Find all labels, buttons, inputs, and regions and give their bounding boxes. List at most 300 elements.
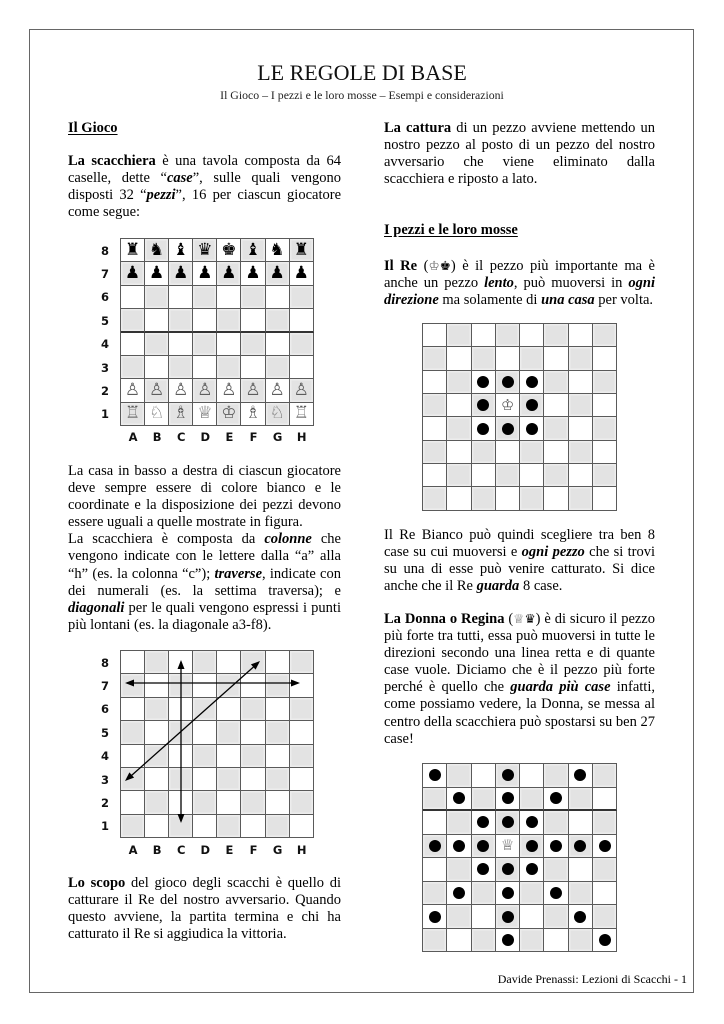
board-square [496, 811, 520, 835]
board-square [544, 441, 568, 464]
board-square [145, 403, 169, 426]
rank-label: 3 [100, 360, 109, 375]
move-dot-icon [502, 934, 514, 946]
black-rook-icon: ♜ [124, 239, 141, 260]
file-label: B [152, 843, 162, 857]
text-run: ( [417, 258, 429, 274]
board-square [241, 262, 265, 285]
board-square [569, 835, 593, 859]
file-label: B [152, 430, 162, 444]
text-run: di un pezzo avviene mettendo un nostro pezzo al posto di un pezzo del nostro avversario che viene eliminato dalla scacchiera e riposto a lato. [384, 120, 655, 188]
board-square [472, 788, 496, 812]
move-dot-icon [526, 376, 538, 388]
page-footer: Davide Prenassi: Lezioni di Scacchi - 1 [497, 972, 687, 986]
board-square [593, 394, 617, 417]
board-square [569, 394, 593, 417]
board-square [496, 788, 520, 812]
board-square [544, 371, 568, 394]
white-queen-icon: ♕ [500, 836, 515, 855]
board-square [447, 882, 471, 906]
move-dot-icon [477, 863, 489, 875]
rank-label: 5 [100, 725, 109, 740]
board-square [447, 835, 471, 859]
board-square [447, 487, 471, 510]
board-square [520, 394, 544, 417]
board-square [544, 835, 568, 859]
board-square [544, 788, 568, 812]
text-run: Il Re Bianco può quindi scegliere tra ben 8 case su cui muoversi e [384, 527, 655, 561]
black-queen-icon: ♛ [197, 239, 213, 260]
board-square [544, 811, 568, 835]
board-square [423, 835, 447, 859]
move-dot-icon [526, 399, 538, 411]
board-square [496, 371, 520, 394]
move-dot-icon [502, 769, 514, 781]
board-square [496, 882, 520, 906]
board-square [169, 309, 193, 332]
board-square [593, 324, 617, 347]
section-heading-pezzi-mosse: I pezzi e le loro mosse [384, 222, 518, 238]
board-square [472, 905, 496, 929]
board-square [569, 324, 593, 347]
board-square [472, 464, 496, 487]
board-square [593, 788, 617, 812]
board-square [241, 379, 265, 402]
board-square [217, 309, 241, 332]
move-dot-icon [453, 840, 465, 852]
board-square [290, 356, 314, 379]
column-arrow-c [178, 660, 185, 823]
board-square [496, 835, 520, 859]
file-label: F [249, 843, 258, 857]
white-bishop-icon: ♗ [245, 403, 261, 424]
board-square [520, 371, 544, 394]
file-label: C [177, 430, 186, 444]
black-rook-icon: ♜ [293, 239, 309, 260]
rank-labels [98, 239, 112, 426]
board-square [241, 333, 265, 356]
board-square [290, 379, 314, 402]
board-square [169, 403, 193, 426]
board-square [472, 371, 496, 394]
board-square [496, 347, 520, 370]
black-pawn-icon: ♟ [149, 263, 165, 284]
board-square [169, 286, 193, 309]
board-square [423, 417, 447, 440]
white-pawn-icon: ♙ [124, 380, 141, 401]
board-square [121, 333, 145, 356]
white-king-icon: ♔ [221, 403, 237, 424]
move-dot-icon [526, 863, 538, 875]
move-dot-icon [599, 840, 611, 852]
board-square [217, 403, 241, 426]
board-square [266, 309, 290, 332]
board-square [544, 905, 568, 929]
black-knight-icon: ♞ [149, 239, 165, 260]
board-square [241, 309, 265, 332]
white-pawn-icon: ♙ [173, 380, 189, 401]
board-square [423, 324, 447, 347]
text-run: diagonali [68, 599, 125, 616]
rank-label: 1 [100, 819, 109, 834]
board-square [169, 239, 193, 262]
black-knight-icon: ♞ [269, 239, 285, 260]
white-knight-icon: ♘ [149, 403, 165, 424]
text-run: ogni pezzo [521, 544, 585, 561]
rank-label: 2 [100, 796, 109, 811]
board-square [217, 262, 241, 285]
board-square [447, 347, 471, 370]
text-run: pezzi [146, 187, 176, 204]
queen-moves-board [422, 763, 617, 952]
board-square [169, 379, 193, 402]
board-square [472, 811, 496, 835]
paragraph-re-bianco [384, 527, 655, 595]
file-label: H [296, 843, 307, 857]
text-run: ogni direzione [384, 275, 655, 309]
board-square [423, 764, 447, 788]
file-label: D [200, 430, 211, 444]
board-square [544, 347, 568, 370]
rank-label: 1 [100, 407, 109, 422]
white-queen-icon: ♕ [197, 403, 213, 424]
black-pawn-icon: ♟ [173, 263, 189, 284]
board-square [423, 929, 447, 953]
text-run: , può muoversi in [513, 275, 629, 292]
board-square [266, 262, 290, 285]
board-square [121, 262, 145, 285]
board-square [496, 464, 520, 487]
text-run: infatti, come possiamo vedere, la Donna, se messa al centro della scacchiera può spostarsi su ben 27 case! [384, 679, 655, 747]
file-label: E [225, 430, 234, 444]
board-square [520, 764, 544, 788]
board-square [472, 835, 496, 859]
board-square [290, 286, 314, 309]
board-square [520, 324, 544, 347]
move-dot-icon [502, 423, 514, 435]
move-dot-icon [550, 792, 562, 804]
board-square [496, 487, 520, 510]
board-square [193, 262, 217, 285]
board-grid [120, 238, 314, 426]
text-run: per volta. [594, 292, 654, 309]
black-pawn-icon: ♟ [245, 263, 261, 284]
board-square [423, 882, 447, 906]
text-run: case [166, 170, 193, 187]
move-dot-icon [453, 792, 465, 804]
board-square [472, 882, 496, 906]
coordinate-arrows [120, 650, 314, 838]
move-dot-icon [502, 376, 514, 388]
board-square [593, 417, 617, 440]
text-run: La scacchiera [68, 153, 156, 169]
move-dot-icon [429, 911, 441, 923]
board-square [593, 764, 617, 788]
move-dot-icon [574, 840, 586, 852]
board-square [544, 487, 568, 510]
board-square [193, 379, 217, 402]
text-run: è una tavola composta da 64 caselle, dette “ [68, 153, 341, 187]
board-square [569, 764, 593, 788]
move-dot-icon [526, 840, 538, 852]
move-dot-icon [599, 934, 611, 946]
board-square [423, 394, 447, 417]
board-square [447, 324, 471, 347]
board-square [496, 764, 520, 788]
file-label: H [296, 430, 307, 444]
board-square [266, 379, 290, 402]
board-square [290, 309, 314, 332]
board-square [472, 764, 496, 788]
board-square [569, 788, 593, 812]
board-square [520, 835, 544, 859]
board-square [447, 417, 471, 440]
board-square [569, 371, 593, 394]
board-square [569, 858, 593, 882]
text-run: guarda [476, 578, 520, 595]
board-square [241, 239, 265, 262]
board-square [241, 403, 265, 426]
paragraph-colonne-traverse-diagonali [68, 531, 341, 634]
board-square [290, 333, 314, 356]
board-square [423, 858, 447, 882]
file-labels [121, 843, 314, 857]
rank-label: 4 [100, 337, 109, 352]
board-square [145, 286, 169, 309]
board-square [217, 333, 241, 356]
text-run: ) è il pezzo più importante ma è anche un pezzo [384, 258, 655, 292]
board-square [145, 356, 169, 379]
rank-label: 7 [100, 267, 109, 282]
move-dot-icon [574, 911, 586, 923]
board-square [496, 905, 520, 929]
text-run: ma solamente di [438, 292, 542, 309]
board-square [447, 858, 471, 882]
file-labels [121, 430, 314, 444]
text-run: ”, 16 per ciascun giocatore come segue: [68, 187, 342, 221]
board-square [423, 371, 447, 394]
board-square [569, 882, 593, 906]
board-square [447, 464, 471, 487]
rank-label: 8 [100, 655, 109, 670]
paragraph-scopo [68, 875, 341, 943]
black-queen-icon: ♛ [524, 611, 536, 626]
board-square [241, 286, 265, 309]
board-square [593, 882, 617, 906]
board-square [423, 347, 447, 370]
move-dot-icon [429, 769, 441, 781]
board-square [423, 441, 447, 464]
board-square [193, 333, 217, 356]
text-run: che si trovi su una di esse può venire catturato. Si dice anche che il Re [384, 544, 655, 595]
text-run: ( [504, 611, 514, 627]
black-pawn-icon: ♟ [293, 263, 309, 284]
board-square [593, 835, 617, 859]
paragraph-re [384, 257, 655, 309]
board-square [290, 262, 314, 285]
board-square [266, 286, 290, 309]
board-square [544, 858, 568, 882]
king-moves-board [422, 323, 617, 511]
board-square [520, 441, 544, 464]
board-square [496, 324, 520, 347]
board-square [496, 417, 520, 440]
board-square [193, 286, 217, 309]
board-square [496, 858, 520, 882]
move-dot-icon [502, 816, 514, 828]
board-square [472, 417, 496, 440]
board-square [217, 286, 241, 309]
board-square [569, 487, 593, 510]
text-run: , indicate con dei numerali (es. la settima traversa); e [68, 565, 341, 599]
rank-label: 6 [100, 702, 109, 717]
board-square [520, 347, 544, 370]
board-square [193, 403, 217, 426]
board-square [145, 309, 169, 332]
board-square [447, 929, 471, 953]
paragraph-cattura [384, 120, 655, 188]
board-square [520, 417, 544, 440]
board-square [593, 811, 617, 835]
board-square [121, 309, 145, 332]
text-run: lento [484, 275, 514, 292]
section-heading-il-gioco: Il Gioco [68, 120, 118, 136]
board-square [472, 929, 496, 953]
white-pawn-icon: ♙ [269, 380, 285, 401]
move-dot-icon [502, 911, 514, 923]
board-square [169, 356, 193, 379]
text-run: ) è di sicuro il pezzo più forte tra tutti, essa può muoversi in tutte le direzioni secondo una linea retta e di quante case vuole. Diciamo che è il pezzo più forte perché è quello che [384, 611, 655, 696]
black-king-icon: ♚ [221, 239, 237, 260]
board-square [193, 239, 217, 262]
move-dot-icon [550, 887, 562, 899]
board-square [496, 441, 520, 464]
board-square [520, 487, 544, 510]
board-square [241, 356, 265, 379]
board-square [472, 858, 496, 882]
board-square [472, 394, 496, 417]
board-square [520, 464, 544, 487]
rank-label: 5 [100, 313, 109, 328]
paragraph-scacchiera [68, 153, 341, 221]
board-square [472, 487, 496, 510]
move-dot-icon [502, 863, 514, 875]
board-square [520, 811, 544, 835]
white-pawn-icon: ♙ [149, 380, 165, 401]
white-pawn-icon: ♙ [197, 380, 213, 401]
board-square [121, 356, 145, 379]
black-bishop-icon: ♝ [245, 239, 261, 260]
board-square [520, 788, 544, 812]
board-square [266, 333, 290, 356]
move-dot-icon [502, 792, 514, 804]
board-square [423, 487, 447, 510]
file-label: D [200, 843, 211, 857]
page-title: LE REGOLE DI BASE [257, 60, 467, 85]
move-dot-icon [502, 887, 514, 899]
board-square [266, 239, 290, 262]
board-square [472, 324, 496, 347]
board-square [569, 905, 593, 929]
black-king-icon: ♚ [439, 258, 451, 273]
move-dot-icon [477, 376, 489, 388]
board-square [569, 417, 593, 440]
board-square [290, 403, 314, 426]
board-square [266, 403, 290, 426]
white-queen-icon: ♕ [513, 611, 525, 626]
white-pawn-icon: ♙ [245, 380, 261, 401]
white-pawn-icon: ♙ [221, 380, 237, 401]
rank-labels [98, 651, 112, 838]
file-label: A [128, 430, 138, 444]
file-label: E [225, 843, 234, 857]
white-rook-icon: ♖ [124, 403, 141, 424]
board-square [472, 347, 496, 370]
board-square [121, 286, 145, 309]
board-square [520, 905, 544, 929]
board-square [266, 356, 290, 379]
black-bishop-icon: ♝ [173, 239, 189, 260]
file-label: G [272, 843, 283, 857]
board-square [544, 464, 568, 487]
white-pawn-icon: ♙ [293, 380, 309, 401]
board-square [145, 239, 169, 262]
white-king-icon: ♔ [500, 395, 515, 414]
rank-label: 7 [100, 679, 109, 694]
white-bishop-icon: ♗ [173, 403, 189, 424]
move-dot-icon [550, 840, 562, 852]
rank-label: 6 [100, 290, 109, 305]
board-square [593, 905, 617, 929]
move-dot-icon [453, 887, 465, 899]
text-run: La Donna o Regina [384, 611, 505, 627]
move-dot-icon [574, 769, 586, 781]
text-run: colonne [264, 531, 312, 548]
text-run: La cattura [384, 120, 452, 136]
board-square [593, 929, 617, 953]
white-rook-icon: ♖ [293, 403, 309, 424]
text-run: Il Re [384, 258, 418, 274]
paragraph-donna [384, 610, 655, 748]
rank-label: 2 [100, 384, 109, 399]
text-run: una casa [541, 292, 595, 309]
move-dot-icon [477, 399, 489, 411]
black-pawn-icon: ♟ [269, 263, 285, 284]
board-square [290, 239, 314, 262]
board-square [447, 441, 471, 464]
board-square [423, 811, 447, 835]
rank-label: 8 [100, 243, 109, 258]
board-square [520, 858, 544, 882]
text-run: guarda più case [510, 679, 611, 696]
board-square [569, 441, 593, 464]
board-square [569, 464, 593, 487]
page-subtitle: Il Gioco – I pezzi e le loro mosse – Esempi e considerazioni [220, 87, 504, 102]
board-square [423, 464, 447, 487]
board-square [193, 309, 217, 332]
file-label: G [272, 430, 283, 444]
board-square [193, 356, 217, 379]
board-square [544, 882, 568, 906]
board-square [593, 347, 617, 370]
board-square [593, 371, 617, 394]
text-run: che vengono indicate con le lettere dalla “a” alla “h” (es. la colonna “c”); [68, 531, 341, 582]
move-dot-icon [429, 840, 441, 852]
board-square [569, 347, 593, 370]
file-label: C [177, 843, 186, 857]
board-square [423, 788, 447, 812]
board-square [520, 882, 544, 906]
